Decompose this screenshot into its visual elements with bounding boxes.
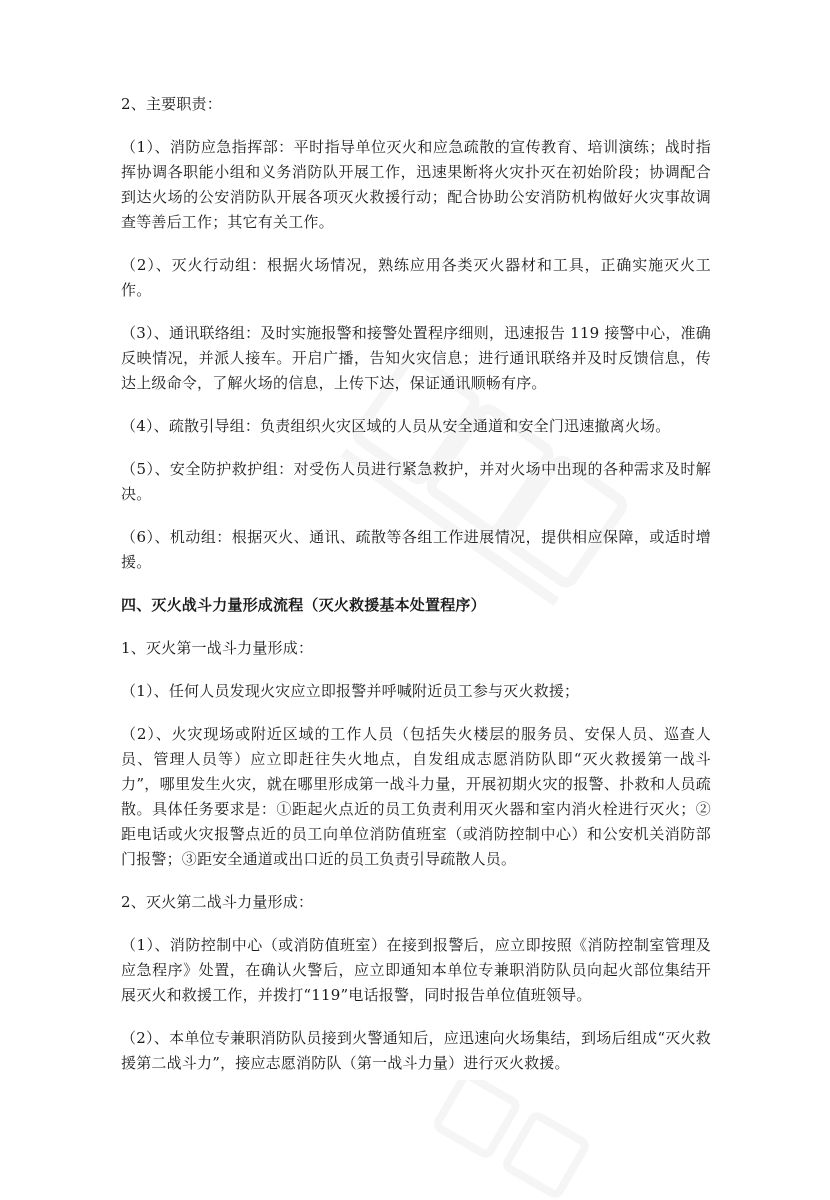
- first-force-item-2: （2）、火灾现场或附近区域的工作人员（包括失火楼层的服务员、安保人员、巡查人员、管理人员等）应立即赶往失火地点，自发组成志愿消防队即“灭火救援第一战斗力”，哪里发生火灾，就在哪里形成第一战斗力量，开展初期火灾的报警、扑救和人员疏散。具体任务要求是：①距起火点近的员工负责利用灭火器和室内消火栓进行灭火；②距电话或火灾报警点近的员工向单位消防值班室（或消防控制中心）和公安机关消防部门报警；③距安全通道或出口近的员工负责引导疏散人员。: [121, 725, 711, 868]
- duty-firefighting-team: （2）、灭火行动组：根据火场情况，熟练应用各类灭火器材和工具，正确实施灭火工作。: [121, 256, 711, 299]
- first-force-item-1: （1）、任何人员发现火灾应立即报警并呼喊附近员工参与灭火救援；: [121, 682, 580, 700]
- subsection-second-force: 2、灭火第二战斗力量形成：: [121, 893, 314, 911]
- watermark-graphic-bottom: [420, 1080, 620, 1200]
- duty-safety-rescue-team: （5）、安全防护救护组：对受伤人员进行紧急救护，并对火场中出现的各种需求及时解决。: [121, 460, 711, 503]
- document-body: [121, 92, 711, 1094]
- duty-mobile-team: （6）、机动组：根据灭火、通讯、疏散等各组工作进展情况，提供相应保障，或适时增援。: [121, 528, 711, 571]
- subsection-first-force: 1、灭火第一战斗力量形成：: [121, 639, 314, 657]
- duty-evacuation-team: （4）、疏散引导组：负责组织火灾区域的人员从安全通道和安全门迅速撤离火场。: [121, 417, 671, 435]
- section-heading-four: 四、灭火战斗力量形成流程（灭火救援基本处置程序）: [121, 596, 486, 614]
- duty-communication-team: （3）、通讯联络组：及时实施报警和接警处置程序细则，迅速报告 119 接警中心，准确反映情况，并派人接车。开启广播，告知火灾信息；进行通讯联络并及时反馈信息，传达上级命令，了解火场的信息，上传下达，保证通讯顺畅有序。: [121, 324, 711, 392]
- section-subtitle-duties: 2、主要职责：: [121, 95, 222, 113]
- second-force-item-1: （1）、消防控制中心（或消防值班室）在接到报警后，应立即按照《消防控制室管理及应急程序》处置，在确认火警后，应立即通知本单位专兼职消防队员向起火部位集结开展灭火和救援工作，并拨打“119”电话报警，同时报告单位值班领导。: [121, 936, 711, 1004]
- second-force-item-2: （2）、本单位专兼职消防队员接到火警通知后，应迅速向火场集结，到场后组成“灭火救援第二战斗力”，接应志愿消防队（第一战斗力量）进行灭火救援。: [121, 1029, 711, 1072]
- duty-command-center: （1）、消防应急指挥部：平时指导单位灭火和应急疏散的宣传教育、培训演练；战时指挥协调各职能小组和义务消防队开展工作，迅速果断将火灾扑灭在初始阶段；协调配合到达火场的公安消防队开展各项灭火救援行动；配合协助公安消防机构做好火灾事故调查等善后工作；其它有关工作。: [121, 138, 711, 231]
